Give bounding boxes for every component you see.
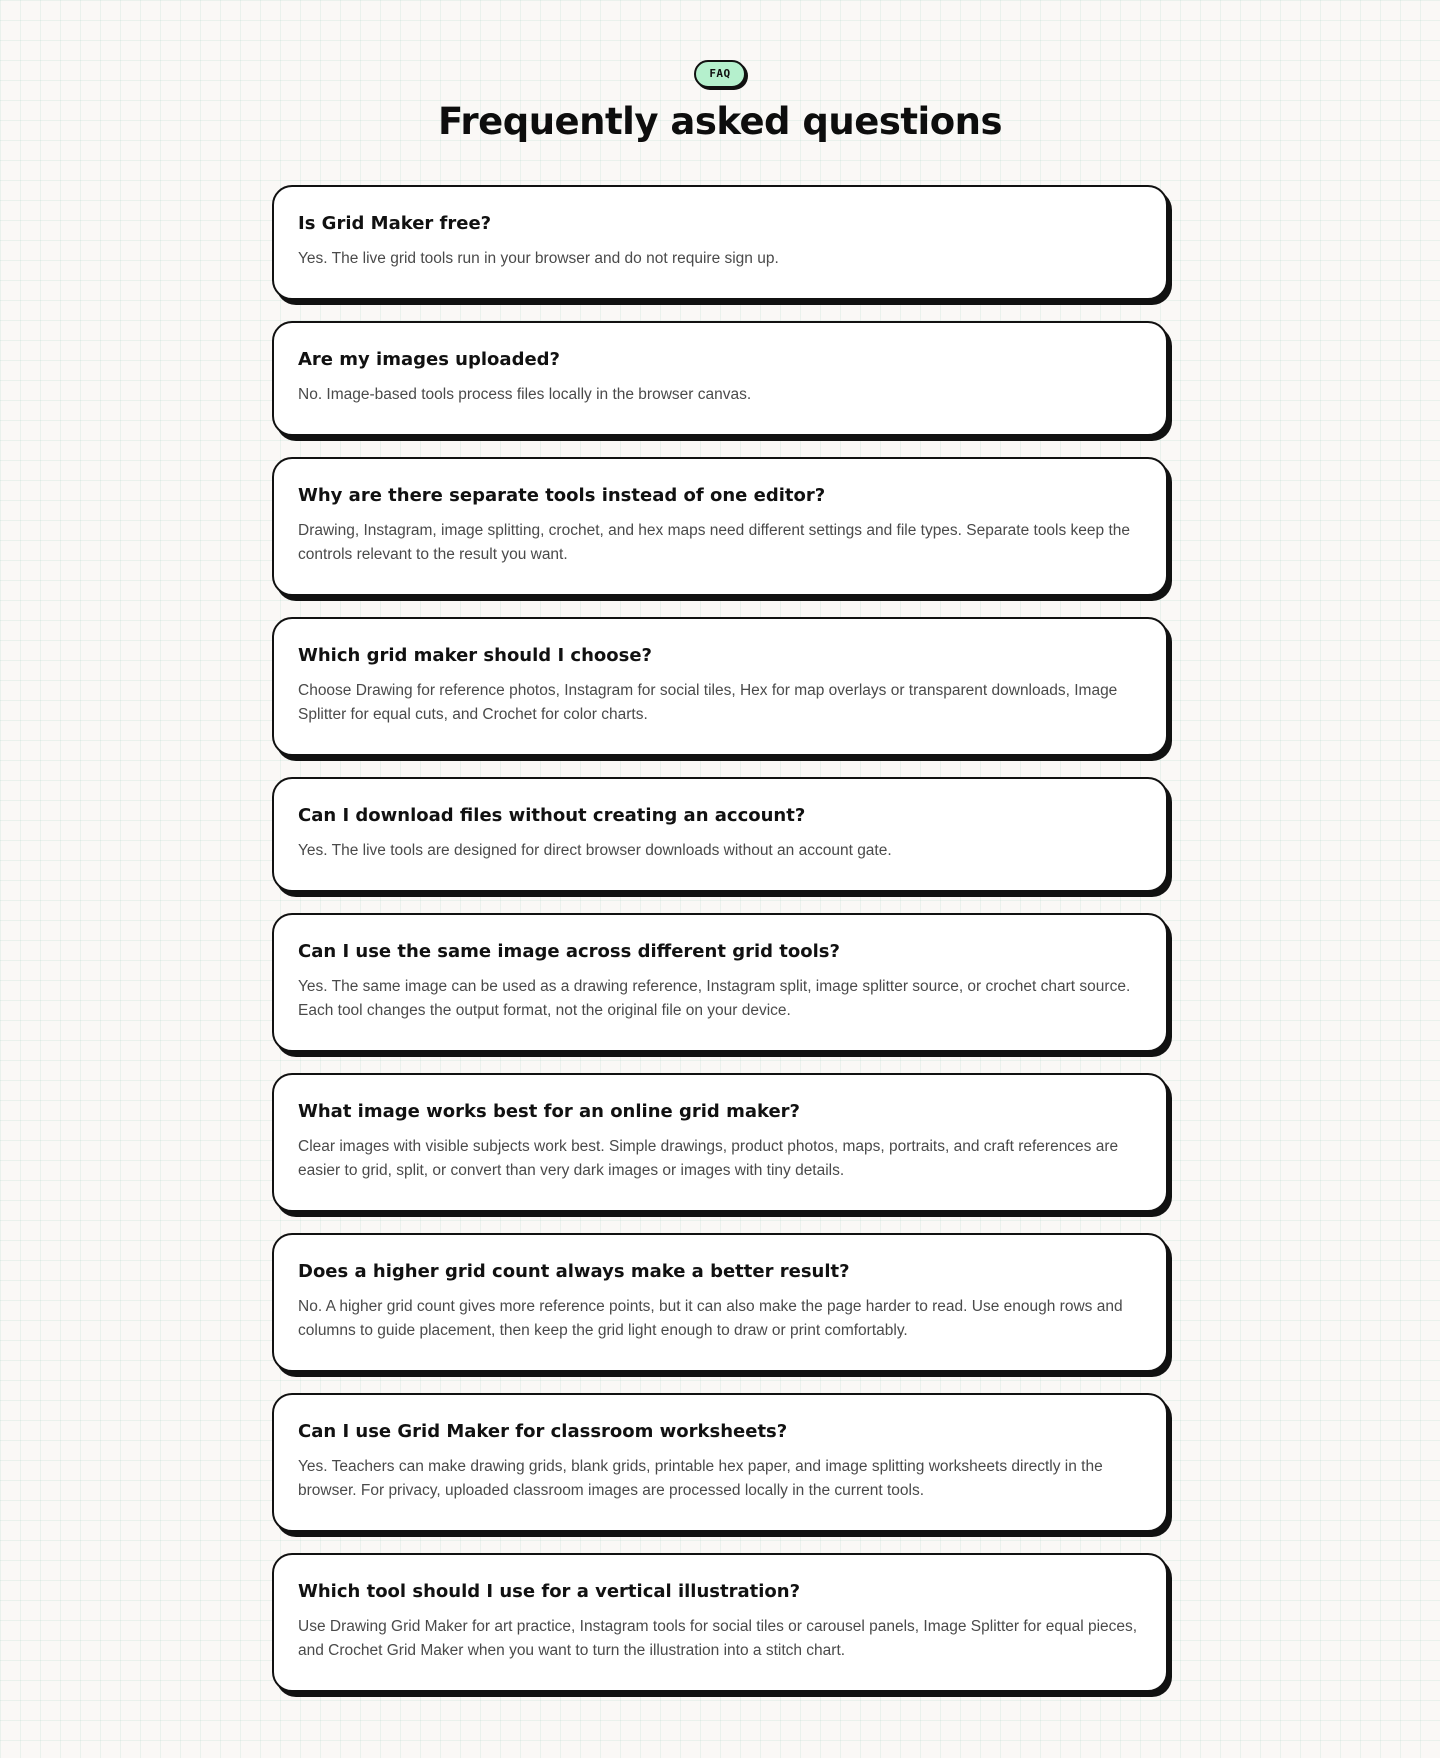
faq-question: Which tool should I use for a vertical illustration? <box>298 1581 801 1602</box>
faq-question: What image works best for an online grid maker? <box>298 1101 800 1122</box>
faq-answer: No. Image-based tools process files locally in the browser canvas. <box>298 386 752 403</box>
faq-item <box>272 321 1168 436</box>
faq-item <box>272 777 1168 892</box>
faq-item <box>272 1553 1168 1692</box>
faq-answer: Clear images with visible subjects work best. Simple drawings, product photos, maps, portraits, and craft references are easier to grid, split, or convert than very dark images or images with tiny details. <box>298 1138 1119 1179</box>
faq-answer: No. A higher grid count gives more reference points, but it can also make the page harder to read. Use enough rows and columns to guide placement, then keep the grid light enough to draw or print comfortably. <box>298 1298 1123 1339</box>
faq-item <box>272 1233 1168 1372</box>
faq-badge: FAQ <box>694 60 745 88</box>
faq-question: Can I use the same image across different grid tools? <box>298 941 840 962</box>
faq-question: Does a higher grid count always make a better result? <box>298 1261 850 1282</box>
faq-item <box>272 913 1168 1052</box>
faq-item <box>272 185 1168 300</box>
faq-item <box>272 1393 1168 1532</box>
faq-question: Can I download files without creating an account? <box>298 805 806 826</box>
faq-question: Are my images uploaded? <box>298 349 560 370</box>
faq-question: Which grid maker should I choose? <box>298 645 652 666</box>
faq-answer: Drawing, Instagram, image splitting, crochet, and hex maps need different settings and file types. Separate tools keep the controls relevant to the result you want. <box>298 522 1131 563</box>
faq-item <box>272 1073 1168 1212</box>
faq-answer: Choose Drawing for reference photos, Instagram for social tiles, Hex for map overlays or transparent downloads, Image Splitter for equal cuts, and Crochet for color charts. <box>298 682 1118 723</box>
faq-item <box>272 617 1168 756</box>
faq-answer: Yes. Teachers can make drawing grids, blank grids, printable hex paper, and image splitting worksheets directly in the browser. For privacy, uploaded classroom images are processed locally in the current tools. <box>298 1458 1103 1499</box>
faq-list <box>272 185 1168 1713</box>
faq-answer: Use Drawing Grid Maker for art practice, Instagram tools for social tiles or carousel panels, Image Splitter for equal pieces, and Crochet Grid Maker when you want to turn the illustration into a stitch chart. <box>298 1618 1138 1659</box>
faq-item <box>272 457 1168 596</box>
faq-answer: Yes. The live tools are designed for direct browser downloads without an account gate. <box>298 842 892 859</box>
page-title: Frequently asked questions <box>437 100 1003 143</box>
faq-header <box>0 60 1440 143</box>
faq-answer: Yes. The live grid tools run in your browser and do not require sign up. <box>298 250 779 267</box>
faq-question: Why are there separate tools instead of one editor? <box>298 485 826 506</box>
faq-question: Is Grid Maker free? <box>298 213 492 234</box>
faq-question: Can I use Grid Maker for classroom worksheets? <box>298 1421 788 1442</box>
faq-answer: Yes. The same image can be used as a drawing reference, Instagram split, image splitter source, or crochet chart source. Each tool changes the output format, not the original file on your device. <box>298 978 1131 1019</box>
